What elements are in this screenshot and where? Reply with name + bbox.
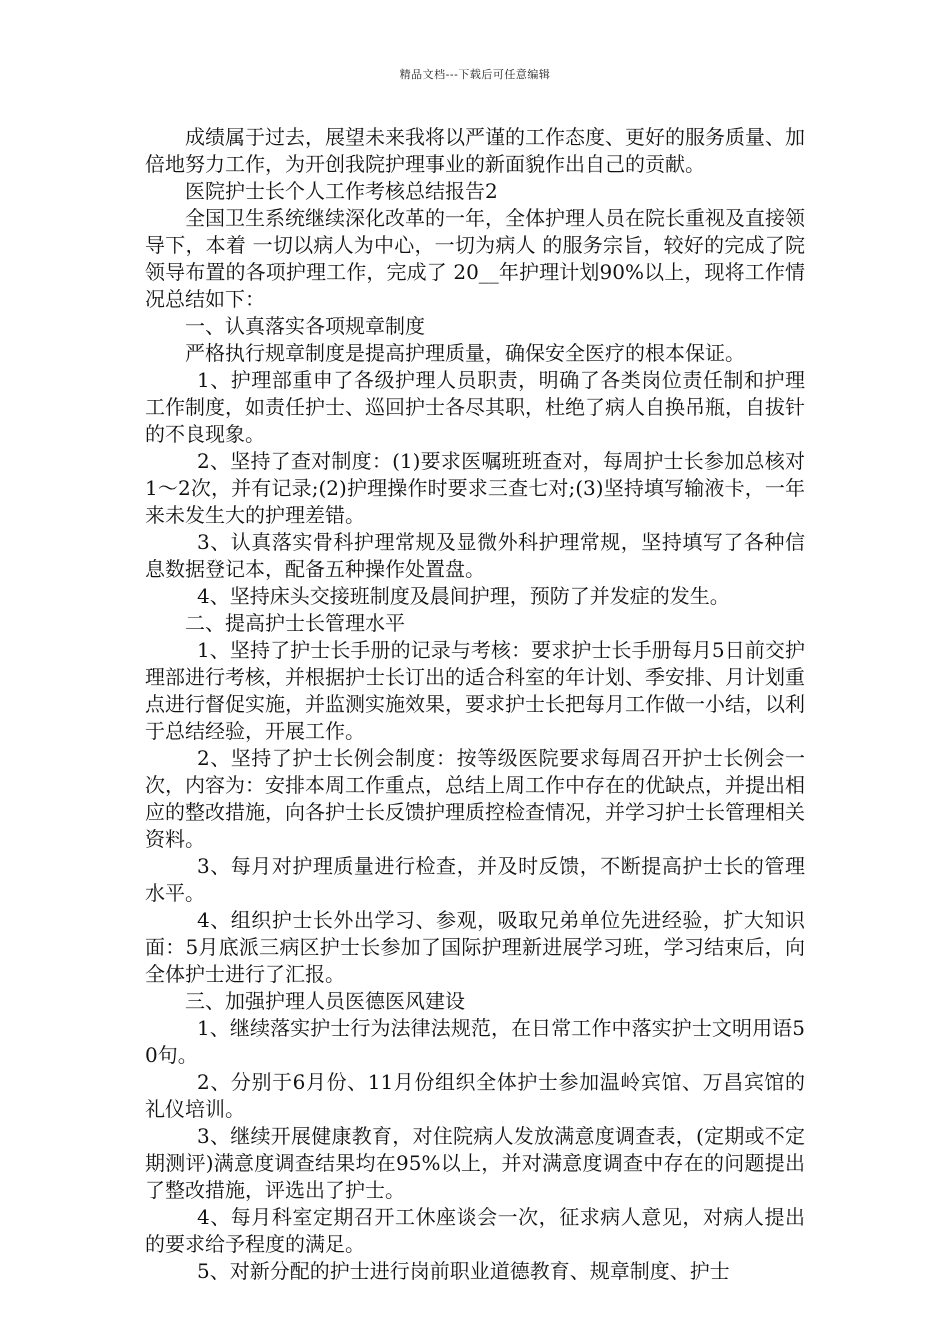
section-heading-1: 一、认真落实各项规章制度 [185, 314, 425, 338]
list-item: 1、继续落实护士行为法律法规范，在日常工作中落实护士文明用语50句。 [145, 1016, 805, 1067]
section-heading-3: 三、加强护理人员医德医风建设 [185, 989, 465, 1013]
list-item: 1、护理部重申了各级护理人员职责，明确了各类岗位责任制和护理工作制度，如责任护士、巡回护士各尽其职，杜绝了病人自换吊瓶，自拔针的不良现象。 [145, 368, 805, 446]
page-header: 精品文档---下载后可任意编辑 [399, 68, 551, 81]
list-item: 3、每月对护理质量进行检查，并及时反馈，不断提高护士长的管理水平。 [145, 854, 805, 905]
paragraph-closing: 成绩属于过去，展望未来我将以严谨的工作态度、更好的服务质量、加倍地努力工作，为开创我院护理事业的新面貌作出自己的贡献。 [145, 125, 805, 176]
report-title: 医院护士长个人工作考核总结报告2 [185, 179, 498, 203]
list-item: 2、分别于6月份、11月份组织全体护士参加温岭宾馆、万昌宾馆的礼仪培训。 [145, 1070, 805, 1121]
section-heading-2: 二、提高护士长管理水平 [185, 611, 405, 635]
list-item: 3、认真落实骨科护理常规及显微外科护理常规，坚持填写了各种信息数据登记本，配备五种操作处置盘。 [145, 530, 805, 581]
list-item: 1、坚持了护士长手册的记录与考核：要求护士长手册每月5日前交护理部进行考核，并根据护士长订出的适合科室的年计划、季安排、月计划重点进行督促实施，并监测实施效果，要求护士长把每月工作做一小结，以利于总结经验，开展工作。 [145, 638, 805, 743]
list-item: 2、坚持了查对制度：(1)要求医嘱班班查对，每周护士长参加总核对1～2次，并有记录;(2)护理操作时要求三查七对;(3)坚持填写输液卡，一年来未发生大的护理差错。 [145, 449, 805, 527]
list-item: 4、组织护士长外出学习、参观，吸取兄弟单位先进经验，扩大知识面：5月底派三病区护士长参加了国际护理新进展学习班，学习结束后，向全体护士进行了汇报。 [145, 908, 805, 986]
list-item: 2、坚持了护士长例会制度：按等级医院要求每周召开护士长例会一次，内容为：安排本周工作重点，总结上周工作中存在的优缺点，并提出相应的整改措施，向各护士长反馈护理质控检查情况，并学习护士长管理相关资料。 [145, 746, 805, 851]
paragraph-intro: 全国卫生系统继续深化改革的一年，全体护理人员在院长重视及直接领导下，本着 一切以病人为中心，一切为病人 的服务宗旨，较好的完成了院领导布置的各项护理工作，完成了 20__年护理计划90%以上，现将工作情况总结如下： [145, 206, 805, 311]
list-item: 3、继续开展健康教育，对住院病人发放满意度调查表，(定期或不定期测评)满意度调查结果均在95%以上，并对满意度调查中存在的问题提出了整改措施，评选出了护士。 [145, 1124, 805, 1202]
list-item: 4、坚持床头交接班制度及晨间护理，预防了并发症的发生。 [197, 584, 730, 608]
paragraph: 严格执行规章制度是提高护理质量，确保安全医疗的根本保证。 [185, 341, 745, 365]
document-body [145, 124, 805, 1285]
list-item: 4、每月科室定期召开工休座谈会一次，征求病人意见，对病人提出的要求给予程度的满足。 [145, 1205, 805, 1256]
list-item: 5、对新分配的护士进行岗前职业道德教育、规章制度、护士 [197, 1259, 730, 1283]
